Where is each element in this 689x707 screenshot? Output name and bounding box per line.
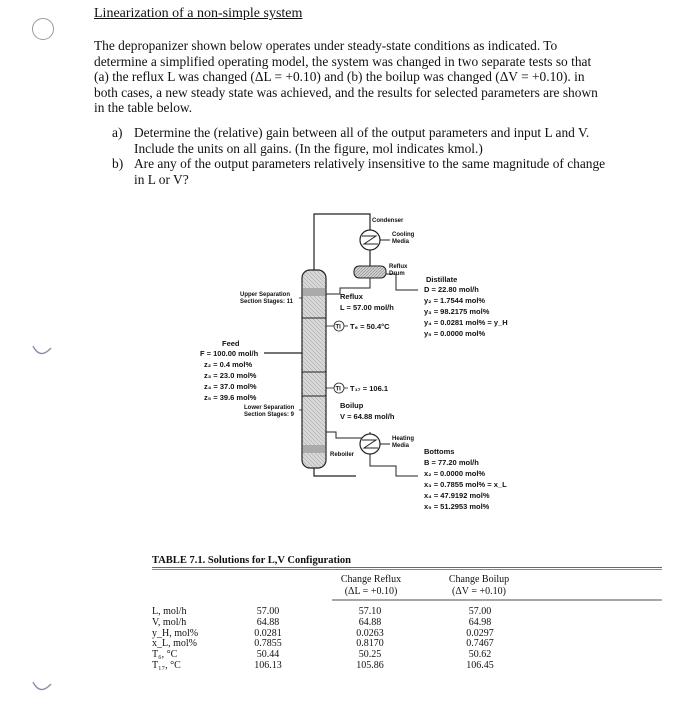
heating-media-label: Heating [392,436,415,442]
table-header-reflux: Change Reflux [340,574,402,585]
table-cell-reflux: 57.10 [358,606,382,617]
table-cell-base: 50.44 [256,649,280,661]
bottoms-x3: x₃ = 0.7855 mol% = x_L [424,480,507,489]
lower-section-label: Section Stages: 9 [244,412,295,418]
distillate-y3: y₃ = 98.2175 mol% [424,307,490,316]
table-cell-reflux: 0.0263 [356,627,384,639]
temperature-indicator-tag: TI [335,324,341,331]
table-cell-param: L, mol/h [152,606,187,617]
table-cell-base: 0.7855 [254,638,282,650]
feed-label: Feed [222,339,240,348]
table-cell-boilup: 106.45 [466,660,494,671]
radio-circle-icon[interactable] [32,18,54,40]
question-text: Determine the (relative) gain between all of the output parameters and input L and V. Include the units on all gains. (In the figure, mol indicates kmol.) [134,125,590,156]
question-list [112,125,606,187]
table-cell-boilup: 57.00 [468,606,492,617]
question-a [112,125,606,156]
column-body [302,270,326,468]
table-cell-param: T₁₇, °C [152,660,181,671]
table-cell-reflux: 64.88 [358,616,382,628]
partial-circle-icon [30,340,54,364]
question-text: Are any of the output parameters relatively insensitive to the same magnitude of change in L or V? [134,156,606,187]
feed-z2: z₂ = 0.4 mol% [204,360,253,369]
question-label: b) [112,156,124,171]
table-cell-param: T₆, °C [152,649,178,661]
lower-section-label: Lower Separation [244,405,295,411]
table-cell-boilup: 50.62 [468,649,492,661]
bottoms-flow: B = 77.20 mol/h [424,458,479,467]
reflux-drum-label: Drum [389,271,405,277]
table-header-boilup: Change Boilup [448,574,510,585]
question-label: a) [112,125,123,140]
reflux-drum-label: Reflux [389,264,408,270]
heating-media-label: Media [392,443,410,449]
t17-label: T₁₇ = 106.1 [350,384,388,393]
table-subheader-boilup: (ΔV = +0.10) [452,586,506,597]
temperature-indicator-tag: TI [335,386,341,393]
boilup-flow: V = 64.88 mol/h [340,412,395,421]
feed-z4: z₄ = 37.0 mol% [204,382,257,391]
question-b [112,156,606,187]
table-subheader-reflux: (ΔL = +0.10) [344,586,398,597]
table-cell-base: 64.88 [256,616,280,628]
condenser-label: Condenser [372,218,404,224]
table-cell-base: 106.13 [254,660,282,671]
table-cell-base: 0.0281 [254,627,282,639]
bottoms-x2: x₂ = 0.0000 mol% [424,469,486,478]
reboiler-label: Reboiler [330,452,355,458]
table-cell-reflux: 50.25 [358,649,382,661]
table-cell-reflux: 105.86 [356,660,384,671]
table-cell-param: y_H, mol% [152,627,199,639]
left-margin [0,0,78,700]
table-cell-param: x_L, mol% [152,638,197,650]
table-cell-boilup: 0.0297 [466,627,494,639]
cooling-media-label: Media [392,239,410,245]
table-cell-base: 57.00 [256,606,280,617]
cooling-media-label: Cooling [392,232,415,238]
feed-z3: z₃ = 23.0 mol% [204,371,257,380]
bottoms-label: Bottoms [424,447,455,456]
boilup-label: Boilup [340,401,364,410]
distillate-y4: y₄ = 0.0281 mol% = y_H [424,318,508,327]
feed-flow: F = 100.00 mol/h [200,349,259,358]
distillate-y2: y₂ = 1.7544 mol% [424,296,486,305]
partial-circle-icon [30,678,54,700]
table-cell-boilup: 0.7467 [466,638,494,650]
distillate-flow: D = 22.80 mol/h [424,285,479,294]
table-caption: TABLE 7.1. Solutions for L,V Configuration [152,555,351,566]
page-title: Linearization of a non-simple system [94,6,303,21]
table-cell-reflux: 0.8170 [356,638,384,650]
upper-section-label: Upper Separation [240,292,291,298]
bottoms-x4: x₄ = 47.9192 mol% [424,491,490,500]
depropanizer-diagram [180,210,560,530]
distillate-label: Distillate [426,275,458,284]
reflux-label: Reflux [340,292,363,301]
t6-label: T₆ = 50.4°C [350,322,390,331]
reflux-flow: L = 57.00 mol/h [340,303,394,312]
table-cell-param: V, mol/h [152,616,187,628]
feed-z5: z₅ = 39.6 mol% [204,393,257,402]
table-cell-boilup: 64.98 [468,616,492,628]
distillate-y5: y₅ = 0.0000 mol% [424,329,486,338]
reflux-drum [354,266,386,278]
bottoms-x5: x₅ = 51.2953 mol% [424,502,490,511]
intro-paragraph: The depropanizer shown below operates under steady-state conditions as indicated. To determine a simplified operating model, the system was changed in two separate tests so that (a) the reflux L was changed (ΔL = +0.10) and (b) the boilup was changed (ΔV = +0.10). in both cases, a new steady state was achieved, and the results for selected parameters are shown in the table below. [94,38,598,115]
upper-section-label: Section Stages: 11 [240,299,294,305]
